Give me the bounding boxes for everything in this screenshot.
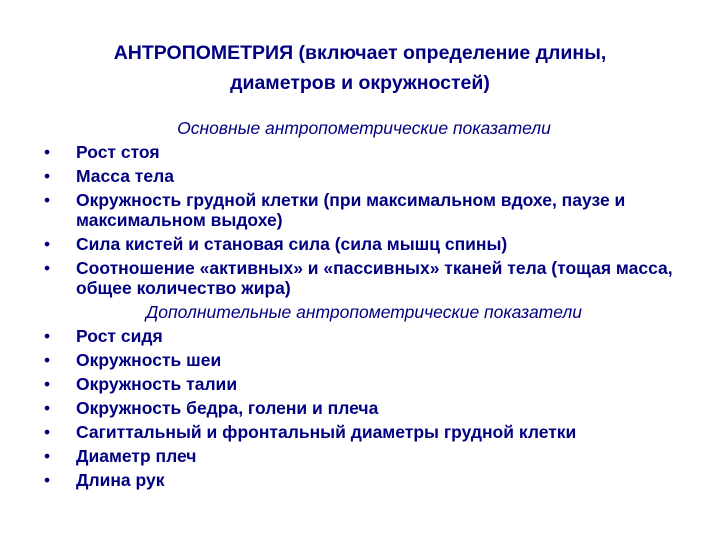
bullet-icon: • <box>44 166 51 186</box>
section-heading-main-label: Основные антропометрические показатели <box>177 118 551 138</box>
bullet-icon: • <box>44 422 51 442</box>
list-item-text: Сила кистей и становая сила (сила мышц спины) <box>76 234 508 254</box>
list-item <box>44 372 684 396</box>
list-item-text: Рост сидя <box>76 326 163 346</box>
list-item <box>44 420 684 444</box>
bullet-icon: • <box>44 258 51 278</box>
bullet-icon: • <box>44 470 51 490</box>
list-item <box>44 188 684 232</box>
list-item <box>44 164 684 188</box>
bullet-icon: • <box>44 398 51 418</box>
bullet-icon: • <box>44 234 51 254</box>
list-item-text: Соотношение «активных» и «пассивных» тканей тела (тощая масса, общее количество жира) <box>76 258 673 298</box>
title-line-2: диаметров и окружностей) <box>230 72 490 94</box>
list-item-text: Окружность бедра, голени и плеча <box>76 398 379 418</box>
list-item <box>44 232 684 256</box>
list-item <box>44 396 684 420</box>
list-item-text: Длина рук <box>76 470 165 490</box>
bullet-icon: • <box>44 374 51 394</box>
bullet-icon: • <box>44 446 51 466</box>
section-heading-main <box>44 116 684 140</box>
bullet-icon: • <box>44 350 51 370</box>
list-item <box>44 324 684 348</box>
indicator-list <box>44 116 684 492</box>
bullet-icon: • <box>44 326 51 346</box>
list-item <box>44 444 684 468</box>
list-item-text: Окружность грудной клетки (при максимальном вдохе, паузе и максимальном выдохе) <box>76 190 626 230</box>
list-item-text: Окружность шеи <box>76 350 222 370</box>
slide-title <box>40 38 680 98</box>
title-line-1: АНТРОПОМЕТРИЯ (включает определение длины, <box>113 42 607 64</box>
bullet-icon: • <box>44 190 51 210</box>
list-item <box>44 256 684 300</box>
bullet-icon: • <box>44 142 51 162</box>
list-item-text: Рост стоя <box>76 142 160 162</box>
list-item-text: Окружность талии <box>76 374 238 394</box>
list-item-text: Диаметр плеч <box>76 446 197 466</box>
list-item-text: Масса тела <box>76 166 174 186</box>
list-item-text: Сагиттальный и фронтальный диаметры грудной клетки <box>76 422 577 442</box>
section-heading-additional <box>44 300 684 324</box>
list-item <box>44 468 684 492</box>
list-item <box>44 348 684 372</box>
section-heading-additional-label: Дополнительные антропометрические показатели <box>145 302 583 322</box>
list-item <box>44 140 684 164</box>
